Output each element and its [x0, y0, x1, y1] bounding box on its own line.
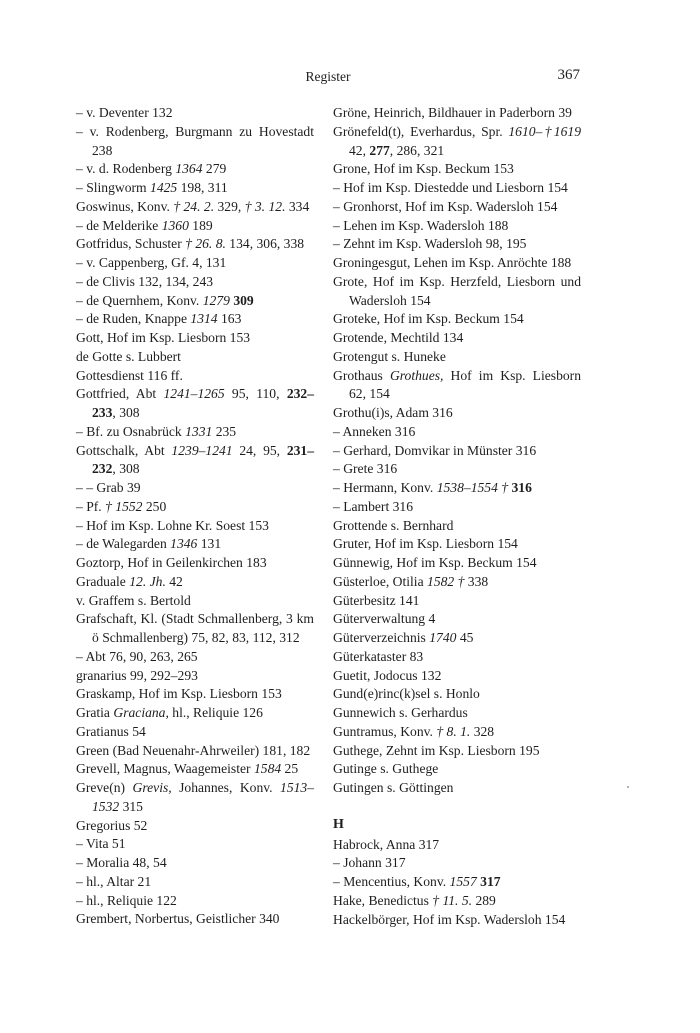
index-entry: – v. Cappenberg, Gf. 4, 131: [76, 255, 227, 270]
index-entry: Graskamp, Hof im Ksp. Liesborn 153: [76, 686, 282, 702]
running-title: Register: [305, 69, 351, 84]
index-entry: Gottesdienst 116 ff.: [76, 367, 183, 383]
index-entry: – Hof im Ksp. Diestedde und Liesborn 154: [333, 180, 568, 195]
index-entry: – hl., Altar 21: [76, 873, 152, 889]
index-entry: – Lehen im Ksp. Wadersloh 188: [333, 217, 509, 233]
index-entry: Groteke, Hof im Ksp. Beckum 154: [333, 311, 524, 327]
index-entry: – de Clivis 132, 134, 243: [76, 273, 214, 289]
index-entry: – Johann 317: [333, 855, 406, 871]
index-entry: Gruter, Hof im Ksp. Liesborn 154: [333, 536, 518, 552]
index-entry: Gunnewich s. Gerhardus: [333, 705, 468, 720]
index-entry: – Mencentius, Konv. 1557 317: [333, 874, 501, 889]
index-entry: Grafschaft, Kl. (Stadt Schmallenberg, 3 km ö Schmallenberg) 75, 82, 83, 112, 312: [76, 611, 314, 645]
index-entry: Gottfried, Abt 1241–1265 95, 110, 232–233, 308: [76, 386, 314, 420]
index-entry: Gratia Graciana, hl., Reliquie 126: [76, 705, 263, 720]
index-entry: – Zehnt im Ksp. Wadersloh 98, 195: [333, 236, 527, 252]
index-entry: Güterbesitz 141: [333, 592, 420, 608]
index-entry: – Abt 76, 90, 263, 265: [76, 648, 198, 664]
index-entry: – v. Rodenberg, Burgmann zu Hovestadt 238: [76, 123, 314, 158]
index-entry: – Lambert 316: [333, 498, 414, 514]
index-entry: Goswinus, Konv. † 24. 2. 329, † 3. 12. 334: [76, 198, 310, 214]
index-entry: – – Grab 39: [76, 480, 141, 495]
index-entry: – de Ruden, Knappe 1314 163: [76, 311, 242, 327]
index-entry: Güterkataster 83: [333, 648, 424, 664]
index-entry: Gregorius 52: [76, 817, 148, 833]
g-entries-list: [333, 104, 581, 798]
index-entry: – Anneken 316: [333, 423, 416, 439]
index-entry: – hl., Reliquie 122: [76, 892, 177, 908]
scan-speck: [627, 786, 629, 788]
right-index-column: [333, 104, 581, 929]
index-entry: Gratianus 54: [76, 723, 146, 739]
index-entry: – Grete 316: [333, 461, 398, 477]
index-entry: Gutinge s. Guthege: [333, 761, 439, 777]
index-entry: Guetit, Jodocus 132: [333, 667, 442, 683]
index-entry: Grottende s. Bernhard: [333, 517, 454, 533]
index-entry: Gotfridus, Schuster † 26. 8. 134, 306, 338: [76, 236, 305, 252]
h-entries-list: [333, 836, 581, 930]
index-entry: Gutingen s. Göttingen: [333, 780, 454, 795]
index-entry: Grönefeld(t), Everhardus, Spr. 1610–†1619 42, 277, 286, 321: [333, 123, 581, 158]
index-entry: Grone, Hof im Ksp. Beckum 153: [333, 161, 514, 177]
index-entry: Greve(n) Grevis, Johannes, Konv. 1513–1532 315: [76, 780, 314, 814]
index-entry: Habrock, Anna 317: [333, 836, 440, 852]
index-entry: – Pf. † 1552 250: [76, 498, 167, 514]
index-entry: Gott, Hof im Ksp. Liesborn 153: [76, 330, 251, 345]
index-entry: Guntramus, Konv. † 8. 1. 328: [333, 723, 495, 739]
section-letter-h: H: [333, 816, 344, 832]
index-entry: – Vita 51: [76, 836, 126, 852]
index-entry: Grembert, Norbertus, Geistlicher 340: [76, 911, 280, 927]
index-entry: Goztorp, Hof in Geilenkirchen 183: [76, 555, 267, 570]
index-entry: Grothu(i)s, Adam 316: [333, 405, 453, 420]
index-entry: – v. d. Rodenberg 1364 279: [76, 161, 227, 177]
index-entry: Hake, Benedictus † 11. 5. 289: [333, 892, 496, 908]
index-entry: Günnewig, Hof im Ksp. Beckum 154: [333, 555, 537, 570]
index-entry: Grevell, Magnus, Waagemeister 1584 25: [76, 761, 299, 777]
index-entry: Gröne, Heinrich, Bildhauer in Paderborn 39: [333, 105, 572, 120]
left-index-column: [76, 104, 314, 929]
index-entry: Grotende, Mechtild 134: [333, 330, 464, 345]
index-entry: – Gronhorst, Hof im Ksp. Wadersloh 154: [333, 198, 558, 214]
index-entry: Güterverzeichnis 1740 45: [333, 630, 474, 645]
index-entry: – de Walegarden 1346 131: [76, 536, 222, 552]
index-entry: – Bf. zu Osnabrück 1331 235: [76, 423, 237, 439]
page-number: 367: [557, 67, 580, 83]
index-entry: Güsterloe, Otilia 1582 † 338: [333, 573, 489, 589]
index-entry: v. Graffem s. Bertold: [76, 592, 191, 608]
index-entry: – Moralia 48, 54: [76, 855, 167, 870]
index-entry: Guthege, Zehnt im Ksp. Liesborn 195: [333, 742, 540, 758]
index-entry: Grotengut s. Huneke: [333, 348, 446, 364]
index-entry: – Slingworm 1425 198, 311: [76, 180, 228, 195]
index-entry: Grothaus Grothues, Hof im Ksp. Liesborn 62, 154: [333, 367, 581, 402]
index-entry: Grote, Hof im Ksp. Herzfeld, Liesborn und Wadersloh 154: [333, 273, 581, 308]
index-entry: – v. Deventer 132: [76, 105, 173, 120]
index-entry: Gottschalk, Abt 1239–1241 24, 95, 231–232, 308: [76, 442, 314, 477]
index-entry: de Gotte s. Lubbert: [76, 348, 181, 364]
index-entry: Groningesgut, Lehen im Ksp. Anröchte 188: [333, 255, 572, 270]
index-entry: Gund(e)rinc(k)sel s. Honlo: [333, 686, 480, 702]
index-entry: – Hof im Ksp. Lohne Kr. Soest 153: [76, 517, 269, 533]
index-entry: – de Quernhem, Konv. 1279 309: [76, 292, 254, 308]
index-entry: – Gerhard, Domvikar in Münster 316: [333, 442, 537, 458]
index-entry: Graduale 12. Jh. 42: [76, 573, 183, 589]
index-entry: – Hermann, Konv. 1538–1554 † 316: [333, 480, 532, 495]
index-entry: Green (Bad Neuenahr-Ahrweiler) 181, 182: [76, 742, 311, 758]
index-entry: granarius 99, 292–293: [76, 667, 198, 683]
index-entry: Güterverwaltung 4: [333, 611, 436, 627]
index-entry: – de Melderike 1360 189: [76, 217, 213, 233]
index-entry: Hackelbörger, Hof im Ksp. Wadersloh 154: [333, 911, 566, 927]
